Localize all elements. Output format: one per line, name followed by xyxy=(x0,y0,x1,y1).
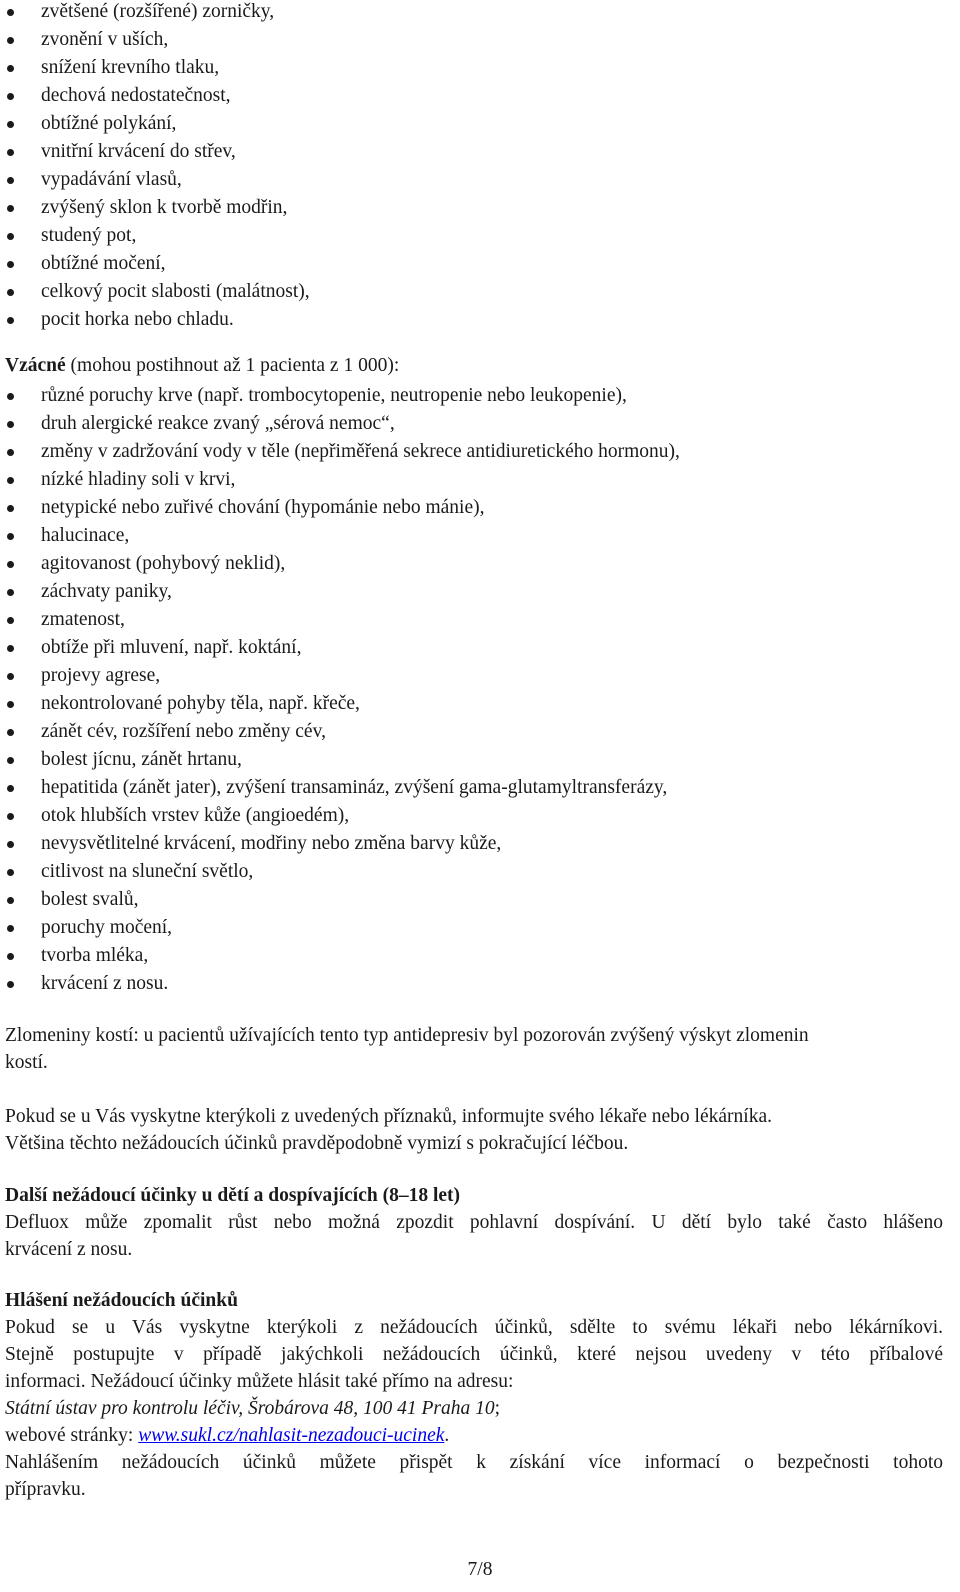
list-item xyxy=(0,718,680,746)
list-item xyxy=(0,138,310,166)
list-item-text: zvonění v uších, xyxy=(41,29,169,50)
reporting-section xyxy=(5,1287,943,1503)
bullet-icon xyxy=(7,981,14,988)
list-item-text: netypické nebo zuřivé chování (hypománie nebo mánie), xyxy=(41,497,485,518)
bullet-icon xyxy=(7,205,14,212)
list-item xyxy=(0,438,680,466)
list-item-text: dechová nedostatečnost, xyxy=(41,85,231,106)
bullet-icon xyxy=(7,813,14,820)
list-item xyxy=(0,222,310,250)
bullet-icon xyxy=(7,121,14,128)
list-item xyxy=(0,494,680,522)
children-line-1: Defluox může zpomalit růst nebo možná zpozdit pohlavní dospívání. U dětí bylo také často hlášeno xyxy=(5,1212,943,1233)
bullet-icon xyxy=(7,729,14,736)
reporting-web-link[interactable]: www.sukl.cz/nahlasit-nezadouci-ucinek xyxy=(138,1425,445,1446)
list-item xyxy=(0,250,310,278)
list-item-text: vnitřní krvácení do střev, xyxy=(41,141,236,162)
bullet-icon xyxy=(7,925,14,932)
bullet-icon xyxy=(7,505,14,512)
bullet-icon xyxy=(7,561,14,568)
list-item xyxy=(0,110,310,138)
bullet-icon xyxy=(7,233,14,240)
list-item-text: krvácení z nosu. xyxy=(41,973,169,994)
list-item xyxy=(0,858,680,886)
list-item-text: druh alergické reakce zvaný „sérová nemoc“, xyxy=(41,413,395,434)
list-item xyxy=(0,0,310,26)
list-item xyxy=(0,54,310,82)
bullet-icon xyxy=(7,617,14,624)
list-item-text: projevy agrese, xyxy=(41,665,161,686)
bullet-icon xyxy=(7,785,14,792)
reporting-web-line xyxy=(5,1422,943,1449)
list-item xyxy=(0,662,680,690)
list-item-text: obtížné polykání, xyxy=(41,113,177,134)
list-item-text: zvýšený sklon k tvorbě modřin, xyxy=(41,197,288,218)
list-item xyxy=(0,466,680,494)
bullet-icon xyxy=(7,673,14,680)
bullet-icon xyxy=(7,37,14,44)
fractures-paragraph xyxy=(5,1022,943,1076)
bullet-icon xyxy=(7,393,14,400)
bullet-icon xyxy=(7,449,14,456)
list-item-text: tvorba mléka, xyxy=(41,945,149,966)
bullet-icon xyxy=(7,645,14,652)
reporting-line-1: Pokud se u Vás vyskytne kterýkoli z nežádoucích účinků, sdělte to svému lékaři nebo lékárníkovi. xyxy=(5,1317,943,1338)
bullet-icon xyxy=(7,757,14,764)
reporting-web-label: webové stránky: xyxy=(5,1425,139,1446)
list-item xyxy=(0,746,680,774)
reporting-address: Státní ústav pro kontrolu léčiv, Šrobárova 48, 100 41 Praha 10 xyxy=(5,1398,495,1419)
bullet-icon xyxy=(7,317,14,324)
list-item xyxy=(0,550,680,578)
bullet-icon xyxy=(7,421,14,428)
list-item-text: studený pot, xyxy=(41,225,137,246)
list-item-text: agitovanost (pohybový neklid), xyxy=(41,553,286,574)
bullet-icon xyxy=(7,869,14,876)
list-item-text: bolest svalů, xyxy=(41,889,139,910)
list-item-text: poruchy močení, xyxy=(41,917,173,938)
reporting-closing-1: Nahlášením nežádoucích účinků můžete přispět k získání více informací o bezpečnosti tohoto xyxy=(5,1452,943,1473)
rare-label-rest: (mohou postihnout až 1 pacienta z 1 000): xyxy=(65,355,400,376)
list-item-text: celkový pocit slabosti (malátnost), xyxy=(41,281,310,302)
list-item xyxy=(0,410,680,438)
list-item xyxy=(0,26,310,54)
list-item-text: nízké hladiny soli v krvi, xyxy=(41,469,236,490)
fractures-line-1: Zlomeniny kostí: u pacientů užívajících tento typ antidepresiv byl pozorován zvýšený výskyt zlomenin xyxy=(5,1025,809,1046)
bullet-icon xyxy=(7,701,14,708)
reporting-closing-2: přípravku. xyxy=(5,1479,86,1500)
reporting-address-line xyxy=(5,1395,943,1422)
list-item-text: zánět cév, rozšíření nebo změny cév, xyxy=(41,721,326,742)
bullet-icon xyxy=(7,841,14,848)
side-effects-list-rare xyxy=(0,382,680,998)
list-item xyxy=(0,774,680,802)
list-item-text: změny v zadržování vody v těle (nepřiměřená sekrece antidiuretického hormonu), xyxy=(41,441,680,462)
list-item xyxy=(0,830,680,858)
list-item xyxy=(0,606,680,634)
list-item-text: hepatitida (zánět jater), zvýšení transamináz, zvýšení gama-glutamyltransferázy, xyxy=(41,777,668,798)
reporting-heading: Hlášení nežádoucích účinků xyxy=(5,1290,238,1311)
bullet-icon xyxy=(7,93,14,100)
reporting-address-end: ; xyxy=(494,1398,501,1419)
bullet-icon xyxy=(7,953,14,960)
reporting-line-2: Stejně postupujte v případě jakýchkoli nežádoucích účinků, které nejsou uvedeny v této příbalové xyxy=(5,1344,943,1365)
list-item xyxy=(0,194,310,222)
rare-frequency-heading xyxy=(5,352,399,380)
list-item-text: zvětšené (rozšířené) zorničky, xyxy=(41,1,275,22)
list-item-text: různé poruchy krve (např. trombocytopenie, neutropenie nebo leukopenie), xyxy=(41,385,627,406)
bullet-icon xyxy=(7,533,14,540)
list-item xyxy=(0,306,310,334)
list-item xyxy=(0,970,680,998)
list-item-text: bolest jícnu, zánět hrtanu, xyxy=(41,749,242,770)
side-effects-list-top xyxy=(0,0,310,334)
bullet-icon xyxy=(7,9,14,16)
reporting-line-3: informaci. Nežádoucí účinky můžete hlásit také přímo na adresu: xyxy=(5,1371,514,1392)
list-item xyxy=(0,166,310,194)
list-item-text: citlivost na sluneční světlo, xyxy=(41,861,254,882)
advice-line-1: Pokud se u Vás vyskytne kterýkoli z uvedených příznaků, informujte svého lékaře nebo lékárníka. xyxy=(5,1106,772,1127)
list-item xyxy=(0,634,680,662)
list-item xyxy=(0,522,680,550)
list-item xyxy=(0,278,310,306)
rare-label: Vzácné xyxy=(5,355,66,376)
list-item xyxy=(0,382,680,410)
list-item-text: zmatenost, xyxy=(41,609,125,630)
list-item xyxy=(0,914,680,942)
advice-paragraph xyxy=(5,1103,943,1157)
list-item-text: otok hlubších vrstev kůže (angioedém), xyxy=(41,805,350,826)
list-item-text: obtíže při mluvení, např. koktání, xyxy=(41,637,302,658)
bullet-icon xyxy=(7,177,14,184)
page-number: 7/8 xyxy=(467,1559,493,1580)
bullet-icon xyxy=(7,65,14,72)
list-item-text: snížení krevního tlaku, xyxy=(41,57,220,78)
list-item-text: záchvaty paniky, xyxy=(41,581,172,602)
list-item-text: obtížné močení, xyxy=(41,253,166,274)
list-item xyxy=(0,942,680,970)
children-line-2: krvácení z nosu. xyxy=(5,1239,133,1260)
reporting-web-end: . xyxy=(444,1425,450,1446)
list-item-text: nekontrolované pohyby těla, např. křeče, xyxy=(41,693,360,714)
bullet-icon xyxy=(7,589,14,596)
bullet-icon xyxy=(7,149,14,156)
list-item-text: vypadávání vlasů, xyxy=(41,169,182,190)
list-item-text: halucinace, xyxy=(41,525,130,546)
bullet-icon xyxy=(7,289,14,296)
bullet-icon xyxy=(7,261,14,268)
list-item-text: nevysvětlitelné krvácení, modřiny nebo změna barvy kůže, xyxy=(41,833,502,854)
list-item xyxy=(0,690,680,718)
fractures-line-2: kostí. xyxy=(5,1052,48,1073)
list-item xyxy=(0,802,680,830)
list-item xyxy=(0,578,680,606)
bullet-icon xyxy=(7,477,14,484)
children-section xyxy=(5,1182,943,1263)
list-item-text: pocit horka nebo chladu. xyxy=(41,309,234,330)
advice-line-2: Většina těchto nežádoucích účinků pravděpodobně vymizí s pokračující léčbou. xyxy=(5,1133,629,1154)
list-item xyxy=(0,886,680,914)
children-heading: Další nežádoucí účinky u dětí a dospívajících (8–18 let) xyxy=(5,1185,461,1206)
list-item xyxy=(0,82,310,110)
bullet-icon xyxy=(7,897,14,904)
